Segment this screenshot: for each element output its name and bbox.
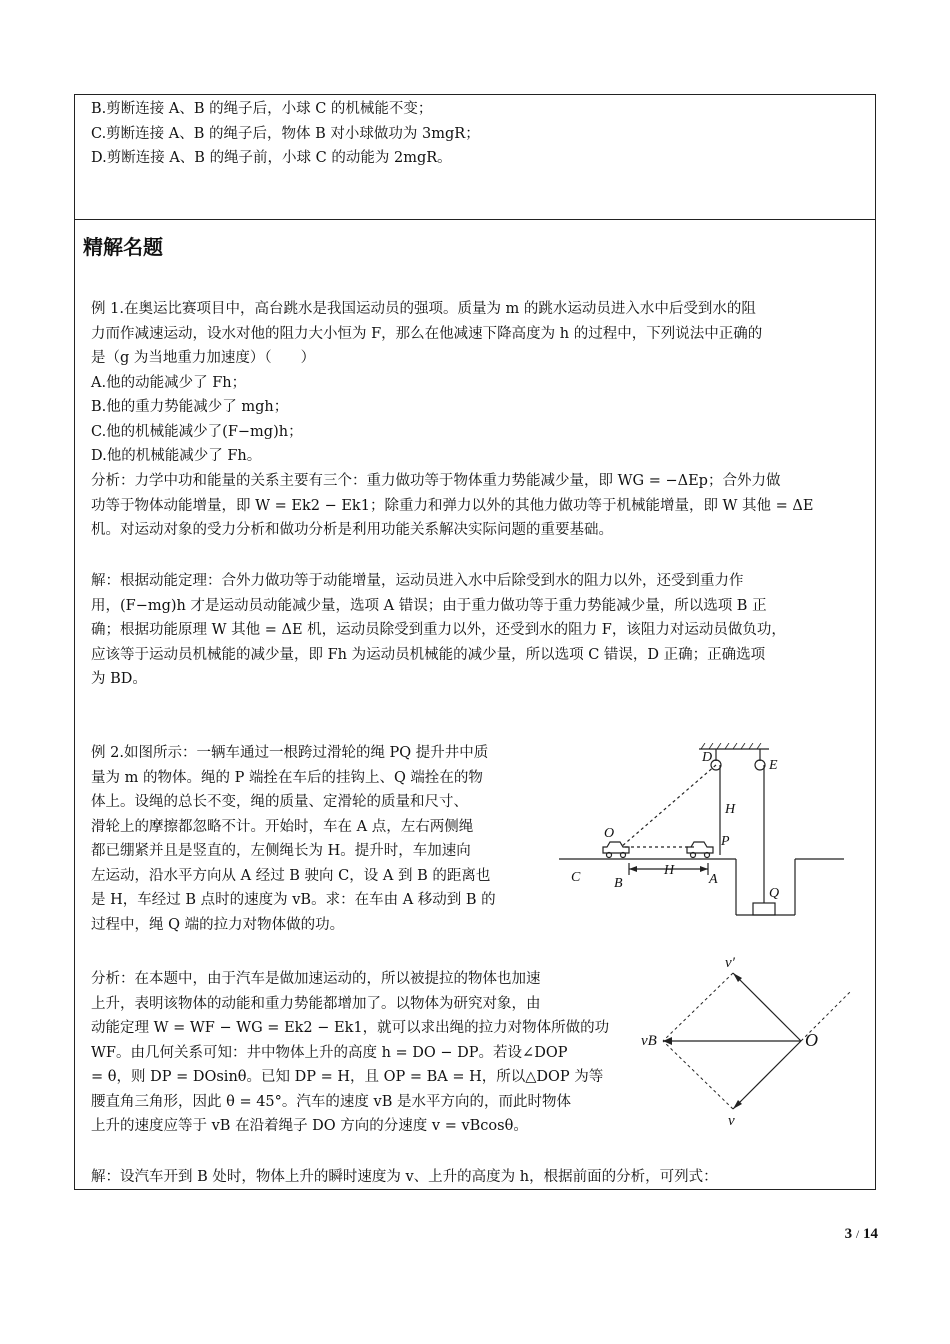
label-q: Q bbox=[769, 886, 780, 901]
option-c: C.剪断连接 A、B 的绳子后，物体 B 对小球做功为 3mgR； bbox=[91, 125, 480, 142]
label-e: E bbox=[769, 758, 778, 773]
content-frame bbox=[74, 94, 876, 1190]
label-c: C bbox=[571, 870, 581, 885]
pulley-well-figure bbox=[559, 743, 849, 923]
ex1-option-d: D.他的机械能减少了 Fh。 bbox=[91, 448, 262, 464]
rope-dashed bbox=[621, 765, 716, 847]
section-title: 精解名题 bbox=[83, 235, 163, 259]
vector-v-prime bbox=[733, 973, 801, 1041]
top-options bbox=[91, 97, 859, 171]
vector-v bbox=[733, 1041, 801, 1109]
label-h-vertical: H bbox=[725, 802, 736, 817]
ex1-option-c: C.他的机械能减少了(F−mg)h； bbox=[91, 423, 303, 440]
example1-question: 例 1.在奥运比赛项目中，高台跳水是我国运动员的强项。质量为 m 的跳水运动员进入水中后受到水的阻 力而作减速运动，设水对他的阻力大小恒为 F，那么在他减速下降高度为 h 的过程中，下列说法中正确的 是（g 为当地重力加速度）（ ） A.他的动能减少了 Fh； B.他的重力势能减少了 mgh； C.他的机械能减少了(F−mg)h； D.他的机械能减少了 Fh。 bbox=[91, 297, 859, 469]
section-divider bbox=[75, 219, 875, 220]
page-current: 3 bbox=[844, 1226, 853, 1242]
label-p: P bbox=[721, 834, 730, 849]
label-v: v bbox=[728, 1113, 735, 1129]
label-o2: O bbox=[805, 1030, 818, 1050]
example2-analysis: 分析：在本题中，由于汽车是做加速运动的，所以被提拉的物体也加速 上升，表明该物体的动能和重力势能都增加了。以物体为研究对象，由 动能定理 W = WF − WG = Ek2 − Ek1，就可以求出绳的拉力对物体所做的功 WF。由几何关系可知：井中物体上升的高度 h = DO − DP。若设∠DOP = θ，则 DP = DOsinθ。已知 DP = H，且 OP = BA = H，所以△DOP 为等 腰直角三角形，因此 θ = 45°。汽车的速度 vB 是水平方向的，而此时物体 上升的速度应等于 vB 在沿着绳子 DO 方向的分速度 v = vBcosθ。 bbox=[91, 971, 610, 1134]
label-a: A bbox=[709, 872, 718, 887]
example2-question: 例 2.如图所示：一辆车通过一根跨过滑轮的绳 PQ 提升井中质 量为 m 的物体。绳的 P 端拴在车后的挂钩上、Q 端拴在的物 体上。设绳的总长不变，绳的质量、定滑轮的质量和尺寸、 滑轮上的摩擦都忽略不计。开始时，车在 A 点，左右两侧绳 都已绷紧并且是竖直的，左侧绳长为 H。提升时，车加速向 左运动，沿水平方向从 A 经过 B 驶向 C，设 A 到 B 的距离也 是 H，车经过 B 点时的速度为 vB。求：在车由 A 移动到 B 的 过程中，绳 Q 端的拉力对物体做的功。 bbox=[91, 745, 496, 933]
page-separator: / bbox=[855, 1227, 860, 1241]
label-d: D bbox=[702, 750, 713, 765]
label-vb: vB bbox=[641, 1033, 657, 1049]
label-o: O bbox=[604, 826, 615, 841]
page-total: 14 bbox=[863, 1226, 878, 1242]
option-d: D.剪断连接 A、B 的绳子前，小球 C 的动能为 2mgR。 bbox=[91, 150, 452, 166]
ex1-option-b: B.他的重力势能减少了 mgh； bbox=[91, 399, 289, 415]
car-a bbox=[687, 842, 713, 853]
ex1-option-a: A.他的动能减少了 Fh； bbox=[91, 374, 247, 391]
label-v-prime: v′ bbox=[725, 955, 735, 971]
page-number bbox=[845, 1226, 878, 1243]
example2-solution: 解：设汽车开到 B 处时，物体上升的瞬时速度为 v、上升的高度为 h，根据前面的分析，可列式： bbox=[91, 1169, 718, 1185]
label-h-horizontal: H bbox=[664, 863, 675, 878]
velocity-diagram bbox=[641, 953, 871, 1133]
weight-q bbox=[753, 903, 775, 915]
option-b: B.剪断连接 A、B 的绳子后，小球 C 的机械能不变； bbox=[91, 101, 433, 117]
example1-analysis: 分析：力学中功和能量的关系主要有三个：重力做功等于物体重力势能减少量，即 WG = −ΔEp；合外力做 功等于物体动能增量，即 W = Ek2 − Ek1；除重力和弹力以外的其他力做功等于机械能增量，即 W 其他 = ΔE 机。对运动对象的受力分析和做功分析是利用功能关系解决实际问题的重要基础。 bbox=[91, 473, 814, 538]
label-b: B bbox=[614, 876, 623, 891]
example1-solution: 解：根据动能定理：合外力做功等于动能增量，运动员进入水中后除受到水的阻力以外，还受到重力作 用，(F−mg)h 才是运动员动能减少量，选项 A 错误；由于重力做功等于重力势能减少量，所以选项 B 正 确；根据功能原理 W 其他 = ΔE 机，运动员除受到重力以外，还受到水的阻力 F，该阻力对运动员做负功， 应该等于运动员机械能的减少量，即 Fh 为运动员机械能的减少量，所以选项 C 错误，D 正确；正确选项 为 BD。 bbox=[91, 573, 786, 687]
